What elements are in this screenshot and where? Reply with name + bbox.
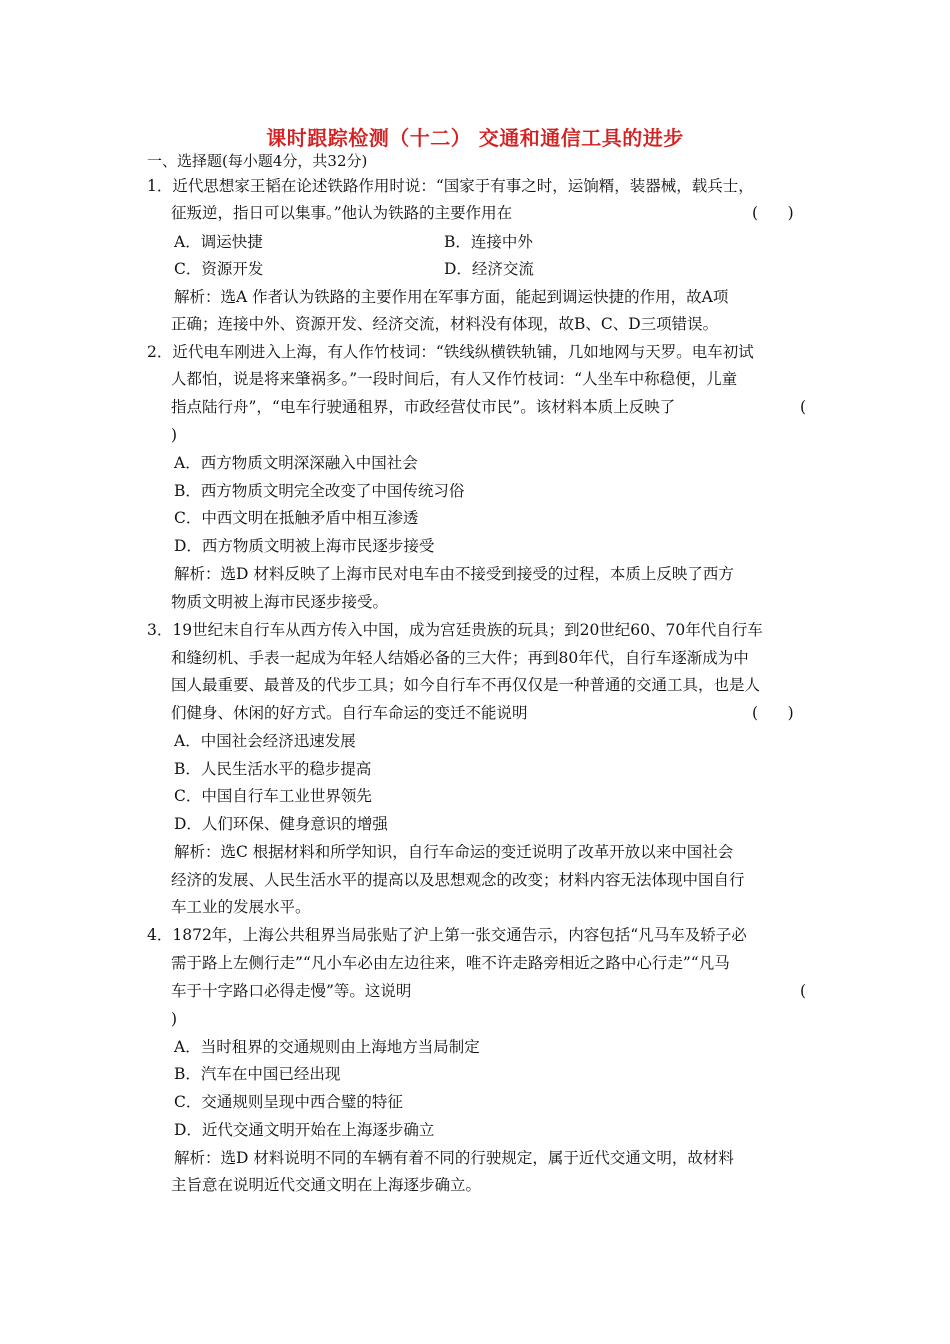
question-stem-line: 4．1872年，上海公共租界当局张贴了沪上第一张交通告示，内容包括“凡马车及轿子必 [147,926,747,944]
question-stem-line: 需于路上左侧行走”“凡小车必由左边往来，唯不许走路旁相近之路中心行走”“凡马 [171,954,730,972]
question-stem-line: 车于十字路口必得走慢”等。这说明 [171,982,412,1000]
answer-bracket-close: ) [171,426,178,444]
question-stem-line: 国人最重要、最普及的代步工具；如今自行车不再仅仅是一种普通的交通工具，也是人 [171,676,761,694]
option-d: D．人们环保、健身意识的增强 [174,815,388,833]
question-stem-line: 和缝纫机、手表一起成为年轻人结婚必备的三大件；再到80年代，自行车逐渐成为中 [171,649,749,667]
question-stem-line: 3．19世纪末自行车从西方传入中国，成为宫廷贵族的玩具；到20世纪60、70年代自行车 [147,621,763,639]
analysis-line: 物质文明被上海市民逐步接受。 [171,593,389,611]
option-c: C．资源开发 [174,260,264,278]
answer-bracket-close: ) [171,1010,178,1028]
option-c: C．交通规则呈现中西合璧的特征 [174,1093,403,1111]
option-d: D．近代交通文明开始在上海逐步确立 [174,1121,435,1139]
option-a: A．中国社会经济迅速发展 [174,732,356,750]
question-stem-line: 2．近代电车刚进入上海，有人作竹枝词：“铁线纵横铁轨铺，几如地网与天罗。电车初试 [147,343,754,361]
answer-bracket: ( ) [752,204,794,222]
option-a: A．当时租界的交通规则由上海地方当局制定 [174,1038,480,1056]
option-a: A．西方物质文明深深融入中国社会 [174,454,418,472]
analysis-line: 车工业的发展水平。 [171,898,311,916]
analysis-line: 主旨意在说明近代交通文明在上海逐步确立。 [171,1176,482,1194]
analysis-line: 解析：选D 材料说明不同的车辆有着不同的行驶规定，属于近代交通文明，故材料 [174,1149,734,1167]
option-b: B．人民生活水平的稳步提高 [174,760,372,778]
option-d: D．西方物质文明被上海市民逐步接受 [174,537,435,555]
question-stem-line: 人都怕，说是将来肇祸多。”一段时间后，有人又作竹枝词：“人坐车中称稳便，儿童 [171,370,738,388]
analysis-line: 解析：选D 材料反映了上海市民对电车由不接受到接受的过程，本质上反映了西方 [174,565,734,583]
option-a: A．调运快捷 [174,233,263,251]
option-c: C．中西文明在抵触矛盾中相互渗透 [174,509,419,527]
option-d: D．经济交流 [444,260,534,278]
option-c: C．中国自行车工业世界领先 [174,787,372,805]
question-stem-line: 征叛逆，指日可以集事。”他认为铁路的主要作用在 [171,204,513,222]
answer-bracket: ( ) [752,704,794,722]
analysis-line: 经济的发展、人民生活水平的提高以及思想观念的改变；材料内容无法体现中国自行 [171,871,745,889]
answer-bracket-open: ( [800,982,807,1000]
option-b: B．汽车在中国已经出现 [174,1065,341,1083]
option-b: B．连接中外 [444,233,533,251]
answer-bracket-open: ( [800,398,807,416]
section-heading: 一、选择题(每小题4分，共32分) [147,152,368,170]
page-title: 课时跟踪检测（十二） 交通和通信工具的进步 [266,126,684,150]
question-stem-line: 指点陆行舟”，“电车行驶通租界，市政经营仗市民”。该材料本质上反映了 [171,398,676,416]
option-b: B．西方物质文明完全改变了中国传统习俗 [174,482,465,500]
analysis-line: 解析：选A 作者认为铁路的主要作用在军事方面，能起到调运快捷的作用，故A项 [174,288,729,306]
analysis-line: 正确；连接中外、资源开发、经济交流，材料没有体现，故B、C、D三项错误。 [171,315,719,333]
question-stem-line: 们健身、休闲的好方式。自行车命运的变迁不能说明 [171,704,528,722]
analysis-line: 解析：选C 根据材料和所学知识，自行车命运的变迁说明了改革开放以来中国社会 [174,843,734,861]
question-stem-line: 1．近代思想家王韬在论述铁路作用时说：“国家于有事之时，运饷糈，装器械，载兵士， [147,177,754,195]
